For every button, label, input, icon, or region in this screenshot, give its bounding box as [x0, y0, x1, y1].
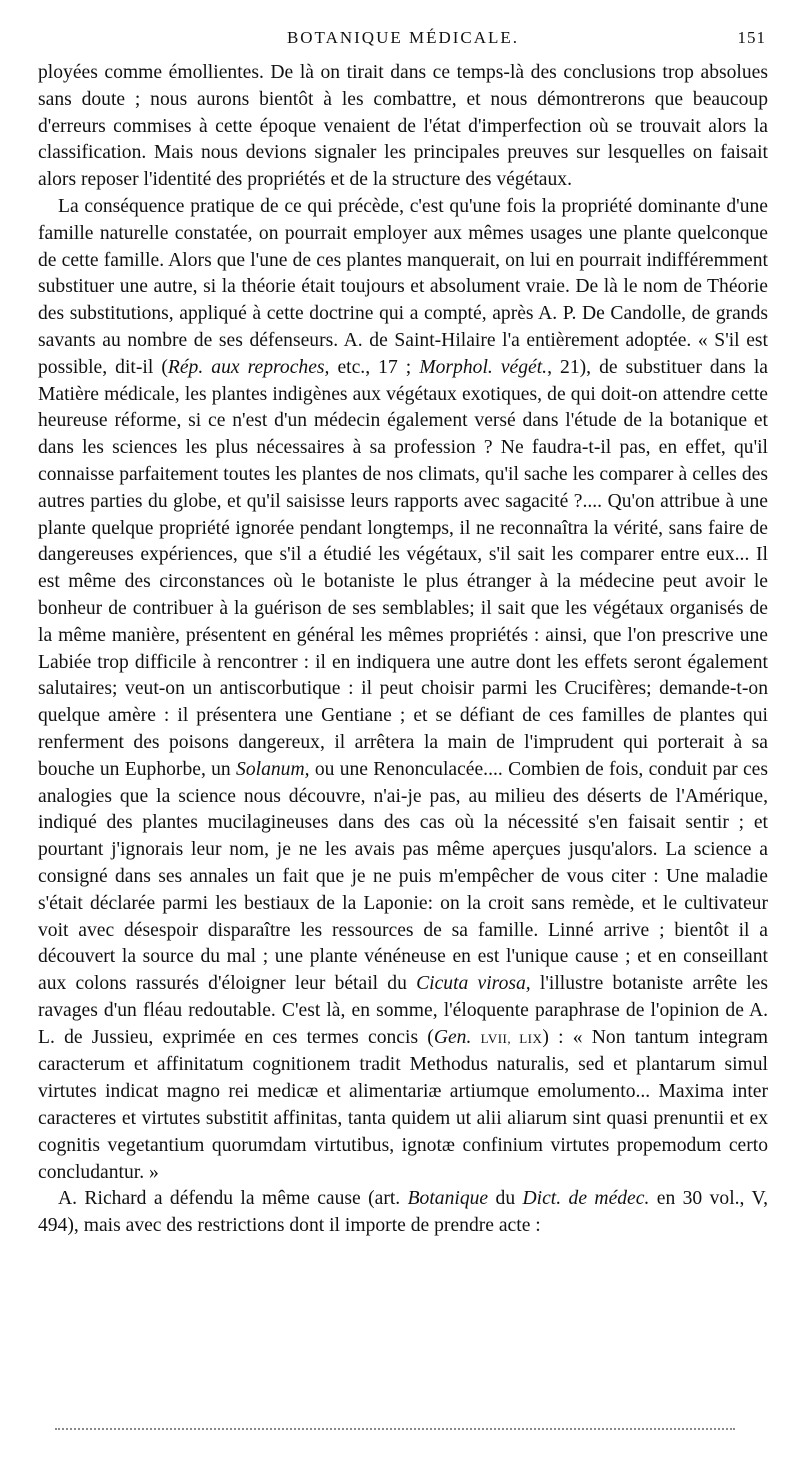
italic-run: Cicuta virosa, [416, 973, 531, 995]
italic-run: Gen. [433, 1026, 472, 1048]
text-run: , 21), de substituer dans la Matière médicale, les plantes indigènes aux végétaux exotiques, de qui doit-on attendre cette heureuse réforme, si ce n'est d'un médecin également versé dans l'étude de la botanique et dans les sciences les plus nécessaires à sa profession ? Ne faudra-t-il pas, en effet, qu'il connaisse parfaitement toutes les plantes de nos climats, qu'il sache les comparer à celles des autres parties du globe, et qu'il saisisse leurs rapports avec sagacité ?.... Qu'on attribue à une plante quelque propriété ignorée pendant longtemps, il ne reconnaîtra la vérité, sans faire de dangereuses expériences, que s'il a étudié les végétaux, s'il sait les comparer entre eux... Il est même des circonstances où le botaniste le plus étranger à la médecine peut avoir le bonheur de contribuer à la guérison de ses semblables; il sait que les végétaux organisés de la même manière, présentent en général les mêmes propriétés : ainsi, que l'on prescrive une Labiée trop difficile à rencontrer : il en indiquera une autre dont les effets seront également salutaires; veut-on un antiscorbutique : il peut choisir parmi les Crucifères; demande-t-on quelque amère : il présentera une Gentiane ; et se défiant de ces familles de plantes qui renferment des poisons dangereux, il arrêtera la main de l'imprudent qui porterait à sa bouche un Euphorbe, un [38, 356, 769, 780]
running-header [38, 28, 768, 60]
text-run: du [488, 1188, 523, 1210]
body-text [38, 60, 768, 1240]
text-run: l'illustre botaniste arrête les ravages d'un fléau redoutable. C'est là, en somme, l'éloquente paraphrase de l'opinion de A. L. de Jussieu, exprimée en ces termes concis ( [38, 973, 768, 1048]
italic-run: Botanique [407, 1188, 489, 1210]
book-page [38, 28, 768, 1240]
paragraph-3 [38, 1186, 768, 1240]
paragraph-2 [38, 194, 768, 1186]
page-number: 151 [737, 28, 766, 47]
italic-run: Rép. aux reproches, [167, 356, 330, 378]
italic-run: Morphol. végét. [419, 356, 548, 378]
running-title: BOTANIQUE MÉDICALE. [286, 28, 520, 47]
text-run: A. Richard a défendu la même cause (art. [58, 1188, 408, 1210]
text-run: en 30 vol., V, 494), mais avec des restrictions dont il importe de prendre acte : [38, 1188, 768, 1237]
italic-run: Dict. de médec. [522, 1188, 650, 1210]
footer-dotted-rule [55, 1428, 735, 1430]
text-run [471, 1027, 480, 1048]
text-run: etc., 17 ; [329, 356, 420, 378]
italic-run: Solanum, [236, 758, 310, 780]
text-run: ou une Renonculacée.... Combien de fois, conduit par ces analogies que la science nous découvre, n'ai-je pas, au milieu des déserts de l'Amérique, indiqué des plantes mucilagineuses dans des cas où la nécessité s'en faisait sentir ; et pourtant j'ignorais leur nom, je ne les avais pas même aperçues jusqu'alors. La science a consigné dans ses annales un fait que je ne puis m'empêcher de vous citer : Une maladie s'était déclarée parmi les bestiaux de la Laponie: on la croit sans remède, et le cultivateur voit avec désespoir disparaître les ressources de sa famille. Linné arrive ; bientôt il a découvert la source du mal ; une plante vénéneuse en est l'unique cause ; et en conseillant aux colons rassurés d'éloigner leur bétail du [38, 758, 768, 995]
small-caps-run: LVII, LIX [480, 1030, 543, 1046]
text-run: La conséquence pratique de ce qui précède, c'est qu'une fois la propriété dominante d'une famille naturelle constatée, on pourrait employer aux mêmes usages une plante quelconque de cette famille. Alors que l'une de ces plantes manquerait, on lui en pourrait indifféremment substituer une autre, si la théorie était toujours et absolument vraie. De là le nom de Théorie des substitutions, appliqué à cette doctrine qui a compté, après A. P. De Candolle, de grands savants au nombre de ses défenseurs. A. de Saint-Hilaire l'a entièrement adoptée. « S'il est possible, dit-il ( [38, 195, 768, 378]
paragraph-1 [38, 60, 768, 194]
text-run: ployées comme émollientes. De là on tirait dans ce temps-là des conclusions trop absolues sans doute ; nous aurons bientôt à les combattre, et nous démontrerons que beaucoup d'erreurs commises à cette époque venaient de l'état d'imperfection où se trouvait alors la classification. Mais nous devions signaler les principales preuves sur lesquelles on faisait alors reposer l'identité des propriétés et de la structure des végétaux. [38, 62, 768, 191]
text-run: ) : « Non tantum integram caracterum et affinitatum cognitionem tradit Methodus naturalis, sed et plantarum simul virtutes indicat magno rei medicæ et alimentariæ artiumque emolumento... Maxima inter caracteres et virtutes substitit affinitas, tanta quidem ut alii aliarum sint quasi prenuntii et ex cognitis vegetantium quorumdam virtutibus, ignotæ confinium virtutes propemodum certo concludantur. » [38, 1026, 769, 1183]
